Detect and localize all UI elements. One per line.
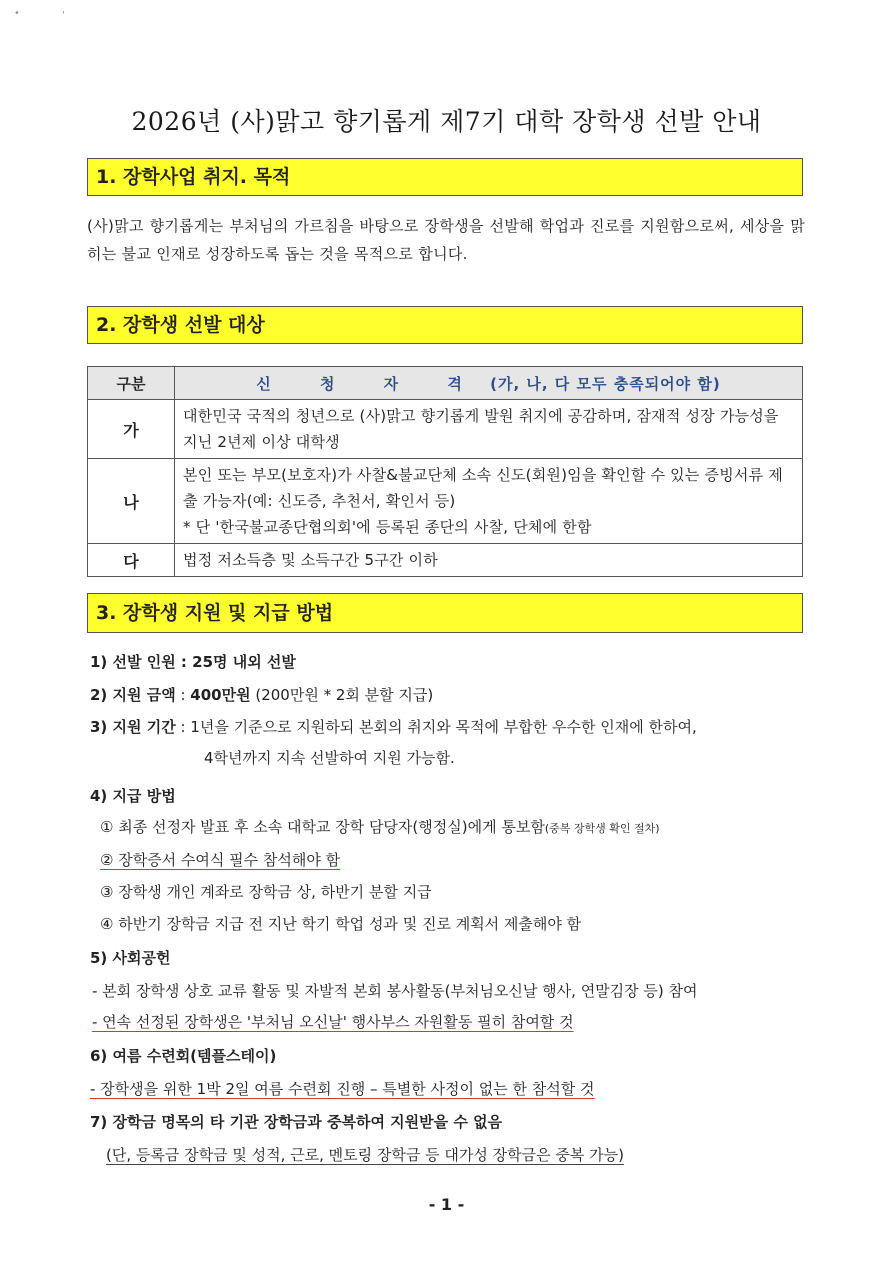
page-number: - 1 - [428,1195,465,1214]
section-1-heading: 1. 장학사업 취지. 목적 [87,158,803,196]
item-2-detail: (200만원 * 2회 분할 지급) [250,686,434,704]
item-5-line1: - 본회 장학생 상호 교류 활동 및 자발적 본회 봉사활동(부처님오신날 행사, 연말김장 등) 참여 [92,982,698,1000]
item-5-label: 5) 사회공헌 [90,949,171,967]
table-row-note: * 단 '한국불교종단협의회'에 등록된 종단의 사찰, 단체에 한함 [183,518,592,536]
table-header-row [88,367,803,400]
table-row-key: 나 [88,459,175,544]
table-row-key: 다 [88,544,175,577]
item-4-step-4: ④ 하반기 장학금 지급 전 지난 학기 학업 성과 및 진로 계획서 제출해야 함 [100,915,582,933]
item-4-step-1: ① 최종 선정자 발표 후 소속 대학교 장학 담당자(행정실)에게 통보함(중복 장학생 확인 절차) [100,818,660,836]
table-row-value [175,459,803,544]
item-4-label: 4) 지급 방법 [90,787,176,805]
item-3 [90,715,697,739]
table-row-line: 본인 또는 부모(보호자)가 사찰&불교단체 소속 신도(회원)임을 확인할 수 있는 증빙서류 제출 가능자(예: 신도증, 추천서, 확인서 등) [183,466,783,510]
item-3-line1: 1년을 기준으로 지원하되 본회의 취지와 목적에 부합한 우수한 인재에 한하여, [190,718,697,736]
scan-speck: • [14,8,20,19]
table-row-value: 법정 저소득층 및 소득구간 5구간 이하 [175,544,803,577]
table-row [88,400,803,459]
item-4-step-1-note: (중복 장학생 확인 절차) [544,822,660,835]
table-header-eligibility-label: 신 청 자 격 [256,374,484,393]
table-header-eligibility-note: (가, 나, 다 모두 충족되어야 함) [490,374,721,393]
item-4-step-2: ② 장학증서 수여식 필수 참석해야 함 [100,851,341,869]
section-2-heading: 2. 장학생 선발 대상 [87,306,803,344]
item-2 [90,683,433,707]
item-2-sep: : [175,686,191,704]
table-row-key: 가 [88,400,175,459]
section-1-body: (사)맑고 향기롭게는 부처님의 가르침을 바탕으로 장학생을 선발해 학업과 진로를 지원함으로써, 세상을 맑히는 불교 인재로 성장하도록 돕는 것을 목적으로 합니다. [87,217,805,263]
item-1-label: 1) 선발 인원 : 25명 내외 선발 [90,653,296,671]
page-title: 2026년 (사)맑고 향기롭게 제7기 대학 장학생 선발 안내 [131,107,762,136]
item-5-line2: - 연속 선정된 장학생은 '부처님 오신날' 행사부스 자원활동 필히 참여할 것 [92,1013,574,1031]
item-2-label: 2) 지원 금액 [90,686,176,704]
table-header-eligibility [175,367,803,400]
item-1 [90,650,296,674]
table-row [88,459,803,544]
item-7-line1: (단, 등록금 장학금 및 성적, 근로, 멘토링 장학금 등 대가성 장학금은 중복 가능) [106,1146,624,1164]
item-7-label: 7) 장학금 명목의 타 기관 장학금과 중복하여 지원받을 수 없음 [90,1113,503,1131]
item-2-amount: 400만원 [190,686,251,704]
item-4-step-3: ③ 장학생 개인 계좌로 장학금 상, 하반기 분할 지급 [100,883,432,901]
table-row-value: 대한민국 국적의 청년으로 (사)맑고 향기롭게 발원 취지에 공감하며, 잠재적 성장 가능성을 지닌 2년제 이상 대학생 [175,400,803,459]
item-3-line2: 4학년까지 지속 선발하여 지원 가능함. [204,749,455,767]
scan-speck: ' [62,10,65,21]
item-3-label: 3) 지원 기간 [90,718,176,736]
eligibility-table [87,366,803,577]
table-header-category: 구분 [88,367,175,400]
item-6-label: 6) 여름 수련회(템플스테이) [90,1047,277,1065]
item-6-line1: - 장학생을 위한 1박 2일 여름 수련회 진행 – 특별한 사정이 없는 한 참석할 것 [90,1080,595,1098]
section-3-heading: 3. 장학생 지원 및 지급 방법 [87,593,803,633]
table-row [88,544,803,577]
item-3-sep: : [175,718,191,736]
